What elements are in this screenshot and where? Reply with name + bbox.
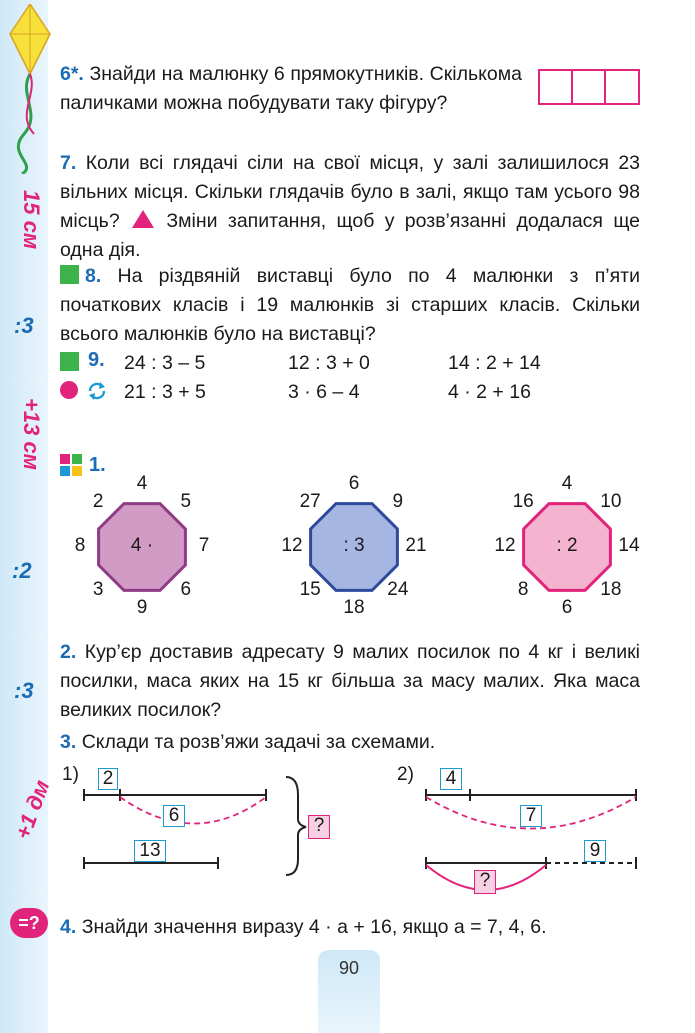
task-8-number: 8. bbox=[85, 265, 102, 287]
octagon-number: 18 bbox=[600, 578, 622, 600]
margin-label-div3-b: :3 bbox=[14, 678, 34, 703]
octagon-center-label: : 3 bbox=[343, 535, 365, 556]
scheme-2-box-c: 9 bbox=[584, 840, 606, 862]
task-7-number: 7. bbox=[60, 152, 77, 174]
cycle-arrows-icon bbox=[86, 380, 108, 402]
task-6-text: Знайди на малюнку 6 прямокутників. Скількома паличками можна побудувати таку фігуру? bbox=[60, 63, 522, 114]
scheme-2-box-b: 7 bbox=[520, 805, 542, 827]
octagon-number: 2 bbox=[92, 491, 104, 513]
task-6-number: 6*. bbox=[60, 63, 84, 85]
task-7-extra: Зміни запитання, щоб у розв’язанні додалася ще одна дія. bbox=[60, 210, 640, 261]
task-2 bbox=[60, 638, 640, 725]
task-9-expr: 24 : 3 – 5 bbox=[124, 352, 206, 374]
kite-icon bbox=[8, 4, 52, 174]
scheme-1-label: 1) bbox=[62, 764, 79, 785]
margin-label-div2: :2 bbox=[12, 558, 32, 583]
octagon-number: 6 bbox=[348, 473, 360, 494]
octagon-number: 12 bbox=[494, 535, 516, 556]
task-8-text: На різдвяній виставці було по 4 малюнки з п’яти початкових класів і 19 малюнків зі старших класів. Скільки всього малюнків було на виставці? bbox=[60, 265, 640, 345]
scheme-1-box-c: 13 bbox=[134, 840, 166, 862]
octagon-number: 16 bbox=[512, 491, 534, 513]
octagon-number: 4 bbox=[561, 473, 573, 494]
octagon-number: 9 bbox=[392, 491, 404, 513]
triangle-icon bbox=[132, 210, 154, 228]
equation-badge: =? bbox=[10, 908, 48, 938]
task-3 bbox=[60, 728, 640, 757]
octagon-number: 9 bbox=[136, 597, 148, 618]
scheme-1-question: ? bbox=[308, 815, 330, 839]
task-4 bbox=[60, 913, 660, 942]
octagon-number: 3 bbox=[92, 578, 104, 600]
rectangles-figure bbox=[538, 69, 640, 105]
octagon-number: 18 bbox=[343, 597, 365, 618]
task-6 bbox=[60, 60, 522, 118]
green-square-icon bbox=[60, 265, 79, 284]
task-2-number: 2. bbox=[60, 641, 77, 663]
task-1-number: 1. bbox=[89, 454, 106, 476]
octagon-number: 4 bbox=[136, 473, 148, 494]
scheme-1-box-b: 6 bbox=[163, 805, 185, 827]
task-9-expr: 4 · 2 + 16 bbox=[448, 381, 531, 403]
task-3-number: 3. bbox=[60, 731, 77, 753]
octagon-number: 15 bbox=[299, 578, 321, 600]
task-9-expr: 21 : 3 + 5 bbox=[124, 381, 206, 403]
margin-label-div3-a: :3 bbox=[14, 313, 34, 338]
octagon-number: 7 bbox=[198, 535, 210, 556]
octagon-number: 12 bbox=[281, 535, 303, 556]
scheme-1-diagram bbox=[80, 775, 340, 885]
octagon-number: 21 bbox=[405, 535, 427, 556]
scheme-1-box-a: 2 bbox=[98, 768, 118, 790]
green-square-icon bbox=[60, 352, 79, 371]
scheme-2-label: 2) bbox=[397, 764, 414, 785]
octagon-number: 10 bbox=[600, 491, 622, 513]
page-number: 90 bbox=[338, 958, 360, 978]
task-8 bbox=[60, 262, 640, 349]
task-9-expr: 3 · 6 – 4 bbox=[288, 381, 360, 403]
task-7-text: Коли всі глядачі сіли на свої місця, у залі залишилося 23 вільних місця. Скільки глядачів було в залі, якщо там усього 98 місць? bbox=[60, 152, 641, 232]
octagon-center-label: 4 · bbox=[130, 535, 154, 556]
octagon-number: 8 bbox=[517, 578, 529, 600]
task-9-expr: 12 : 3 + 0 bbox=[288, 352, 370, 374]
margin-label-plus1dm: +1 дм bbox=[10, 776, 55, 843]
margin-label-plus13cm: +13 см bbox=[19, 398, 44, 470]
scheme-2-diagram bbox=[420, 775, 645, 900]
octagon-number: 8 bbox=[74, 535, 86, 556]
task-2-text: Кур’єр доставив адресату 9 малих посилок по 4 кг і великі посилки, маса яких на 15 кг більша за масу малих. Яка маса великих посилок? bbox=[60, 641, 640, 721]
task-7 bbox=[60, 149, 640, 265]
margin-label-15cm: 15 см bbox=[19, 190, 44, 250]
task-9-expr: 14 : 2 + 14 bbox=[448, 352, 541, 374]
octagon-number: 27 bbox=[299, 491, 321, 513]
windows-squares-icon bbox=[60, 454, 82, 476]
octagon-number: 6 bbox=[561, 597, 573, 618]
octagon-number: 14 bbox=[618, 535, 640, 556]
red-circle-icon bbox=[60, 381, 78, 399]
task-9-number: 9. bbox=[88, 349, 105, 371]
octagon-number: 5 bbox=[180, 491, 192, 513]
scheme-2-question: ? bbox=[474, 870, 496, 894]
octagon-number: 24 bbox=[387, 578, 409, 600]
task-3-text: Склади та розв’яжи задачі за схемами. bbox=[81, 731, 436, 753]
scheme-2-box-a: 4 bbox=[440, 768, 462, 790]
task-4-text: Знайди значення виразу 4 · а + 16, якщо а = 7, 4, 6. bbox=[81, 916, 547, 938]
octagon-number: 6 bbox=[180, 578, 192, 600]
octagon-center-label: : 2 bbox=[556, 535, 578, 556]
task-4-number: 4. bbox=[60, 916, 77, 938]
